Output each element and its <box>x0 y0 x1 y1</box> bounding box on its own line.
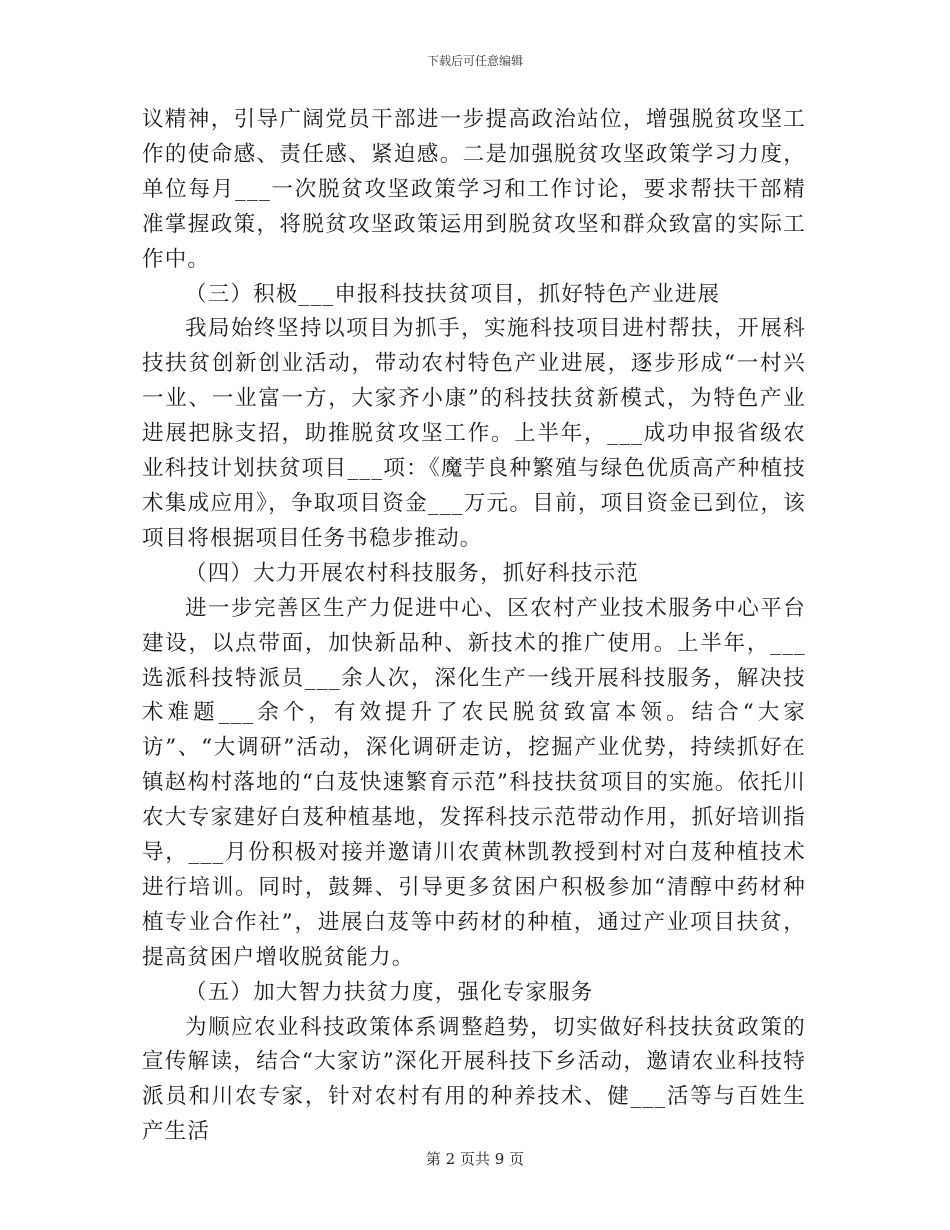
paragraph-continuation: 议精神，引导广阔党员干部进一步提高政治站位，增强脱贫攻坚工作的使命感、责任感、紧迫感。二是加强脱贫攻坚政策学习力度，单位每月___一次脱贫攻坚政策学习和工作讨论，要求帮扶干部精准掌握政策，将脱贫攻坚政策运用到脱贫攻坚和群众致富的实际工作中。 <box>142 107 806 272</box>
paragraph-section-4: 进一步完善区生产力促进中心、区农村产业技术服务中心平台建设，以点带面，加快新品种、新技术的推广使用。上半年，___选派科技特派员___余人次，深化生产一线开展科技服务，解决技术难题___余个，有效提升了农民脱贫致富本领。结合“大家访”、“大调研”活动，深化调研走访，挖掘产业优势，持续抓好在镇赵构村落地的“白芨快速繁育示范”科技扶贫项目的实施。依托川农大专家建好白芨种植基地，发挥科技示范带动作用，抓好培训指导，___月份积极对接并邀请川农黄林凯教授到村对白芨种植技术进行培训。同时，鼓舞、引导更多贫困户积极参加“清醇中药材种植专业合作社”，进展白芨等中药材的种植，通过产业项目扶贫，提高贫困户增收脱贫能力。 <box>142 595 806 970</box>
document-body <box>142 103 806 1150</box>
section-heading-3: （三）积极___申报科技扶贫项目，抓好特色产业进展 <box>185 281 721 307</box>
page-header: 下载后可任意编辑 <box>426 54 523 68</box>
page-footer: 第 2 页共 9 页 <box>425 1150 525 1168</box>
section-heading-5: （五）加大智力扶贫力度，强化专家服务 <box>185 979 594 1005</box>
paragraph-section-5: 为顺应农业科技政策体系调整趋势，切实做好科技扶贫政策的宣传解读，结合“大家访”深化开展科技下乡活动，邀请农业科技特派员和川农专家，针对农村有用的种养技术、健___活等与百姓生产生活 <box>142 1014 806 1145</box>
paragraph-section-3: 我局始终坚持以项目为抓手，实施科技项目进村帮扶，开展科技扶贫创新创业活动，带动农村特色产业进展，逐步形成“一村兴一业、一业富一方，大家齐小康”的科技扶贫新模式，为特色产业进展把脉支招，助推脱贫攻坚工作。上半年，___成功申报省级农业科技计划扶贫项目___项：《魔芋良种繁殖与绿色优质高产种植技术集成应用》，争取项目资金___万元。目前，项目资金已到位，该项目将根据项目任务书稳步推动。 <box>142 316 806 551</box>
section-heading-4: （四）大力开展农村科技服务，抓好科技示范 <box>185 560 640 586</box>
